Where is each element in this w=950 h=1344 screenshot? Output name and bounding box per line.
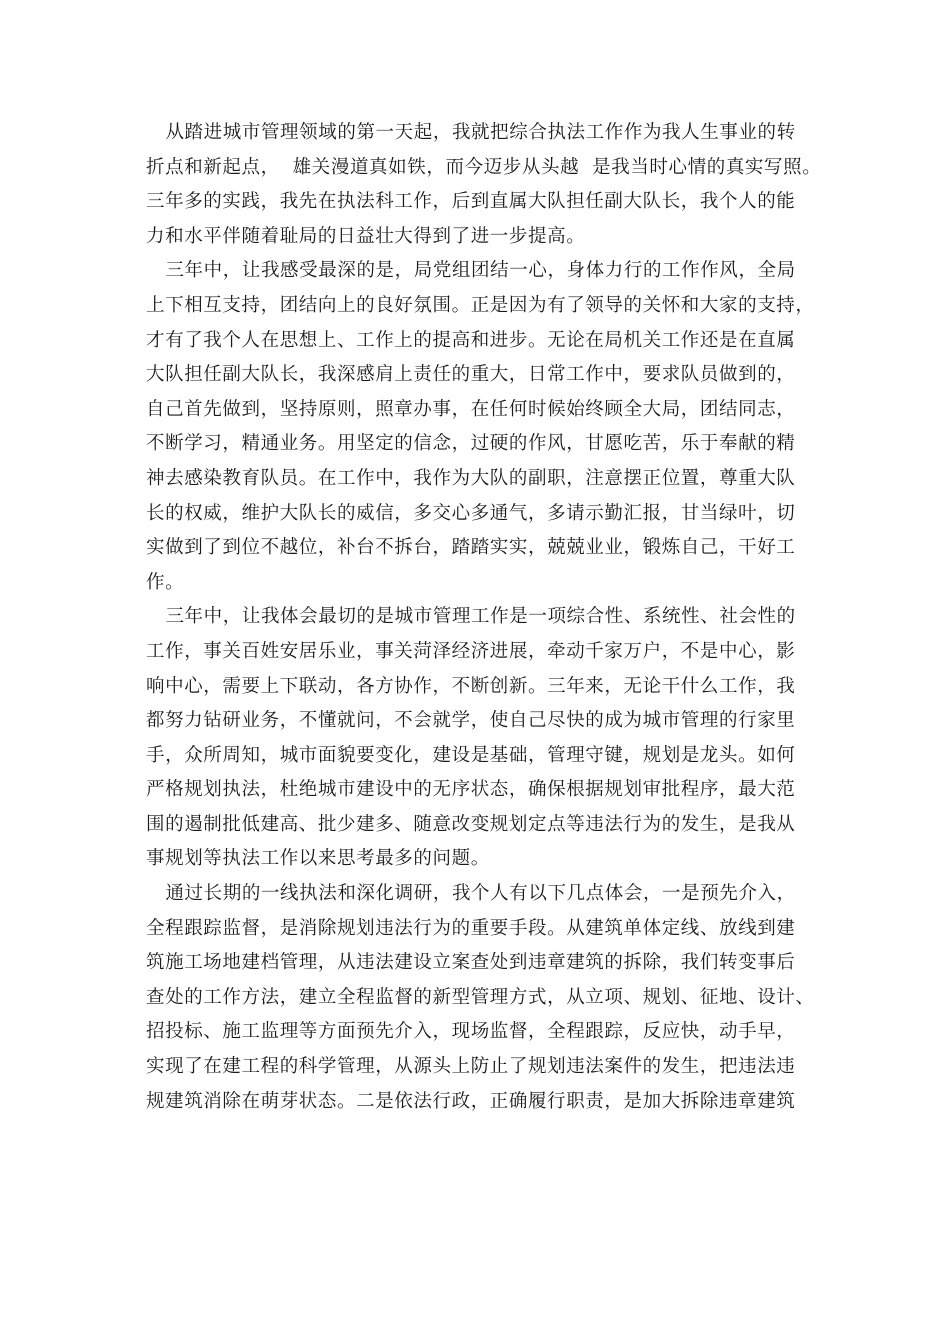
text-line: 工作，事关百姓安居乐业，事关菏泽经济进展，牵动千家万户，不是中心，影 bbox=[146, 640, 796, 662]
text-line: 手，众所周知，城市面貌要变化，建设是基础，管理守键，规划是龙头。如何 bbox=[146, 744, 796, 766]
text-line: 严格规划执法，杜绝城市建设中的无序状态，确保根据规划审批程序，最大范 bbox=[146, 779, 796, 801]
text-line: 不断学习，精通业务。用坚定的信念，过硬的作风，甘愿吃苦，乐于奉献的精 bbox=[146, 433, 796, 455]
text-line: 三年中，让我体会最切的是城市管理工作是一项综合性、系统性、社会性的 bbox=[146, 606, 796, 628]
text-line: 招投标、施工监理等方面预先介入，现场监督，全程跟踪，反应快，动手早， bbox=[146, 1021, 796, 1043]
text-line: 三年中，让我感受最深的是，局党组团结一心，身体力行的工作作风，全局 bbox=[146, 260, 796, 282]
text-line: 都努力钻研业务，不懂就问，不会就学，使自己尽快的成为城市管理的行家里 bbox=[146, 710, 796, 732]
text-line: 从踏进城市管理领域的第一天起，我就把综合执法工作作为我人生事业的转 bbox=[146, 122, 796, 143]
text-line: 三年多的实践，我先在执法科工作，后到直属大队担任副大队长，我个人的能 bbox=[146, 191, 796, 213]
text-line: 长的权威，维护大队长的威信，多交心多通气，多请示勤汇报，甘当绿叶，切 bbox=[146, 502, 796, 524]
document-body bbox=[146, 116, 826, 1119]
text-line: 实做到了到位不越位，补台不拆台，踏踏实实，兢兢业业，锻炼自己，干好工 bbox=[146, 537, 796, 559]
text-line: 响中心，需要上下联动，各方协作，不断创新。三年来，无论干什么工作，我 bbox=[146, 675, 796, 697]
text-line: 查处的工作方法，建立全程监督的新型管理方式，从立项、规划、征地、设计、 bbox=[146, 986, 815, 1008]
text-line: 作。 bbox=[146, 571, 185, 593]
text-line: 事规划等执法工作以来思考最多的问题。 bbox=[146, 848, 490, 870]
text-line: 通过长期的一线执法和深化调研，我个人有以下几点体会，一是预先介入， bbox=[146, 883, 796, 905]
text-line: 全程跟踪监督，是消除规划违法行为的重要手段。从建筑单体定线、放线到建 bbox=[146, 917, 796, 939]
text-line: 实现了在建工程的科学管理，从源头上防止了规划违法案件的发生，把违法违 bbox=[146, 1056, 796, 1078]
text-line: 规建筑消除在萌芽状态。二是依法行政，正确履行职责，是加大拆除违章建筑 bbox=[146, 1090, 796, 1112]
text-line: 围的遏制批低建高、批少建多、随意改变规划定点等违法行为的发生，是我从 bbox=[146, 813, 796, 835]
text-line: 自己首先做到，坚持原则，照章办事，在任何时候始终顾全大局，团结同志， bbox=[146, 398, 796, 420]
text-line: 神去感染教育队员。在工作中，我作为大队的副职，注意摆正位置，尊重大队 bbox=[146, 467, 796, 489]
text-line: 大队担任副大队长，我深感肩上责任的重大，日常工作中，要求队员做到的， bbox=[146, 364, 796, 386]
text-line: 力和水平伴随着耻局的日益壮大得到了进一步提高。 bbox=[146, 225, 586, 247]
text-line: 上下相互支持，团结向上的良好氛围。正是因为有了领导的关怀和大家的支持， bbox=[146, 294, 815, 316]
text-line: 才有了我个人在思想上、工作上的提高和进步。无论在局机关工作还是在直属 bbox=[146, 329, 796, 351]
text-line: 筑施工场地建档管理，从违法建设立案查处到违章建筑的拆除，我们转变事后 bbox=[146, 952, 796, 974]
text-line: 折点和新起点， 雄关漫道真如铁，而今迈步从头越 是我当时心情的真实写照。 bbox=[146, 156, 822, 178]
